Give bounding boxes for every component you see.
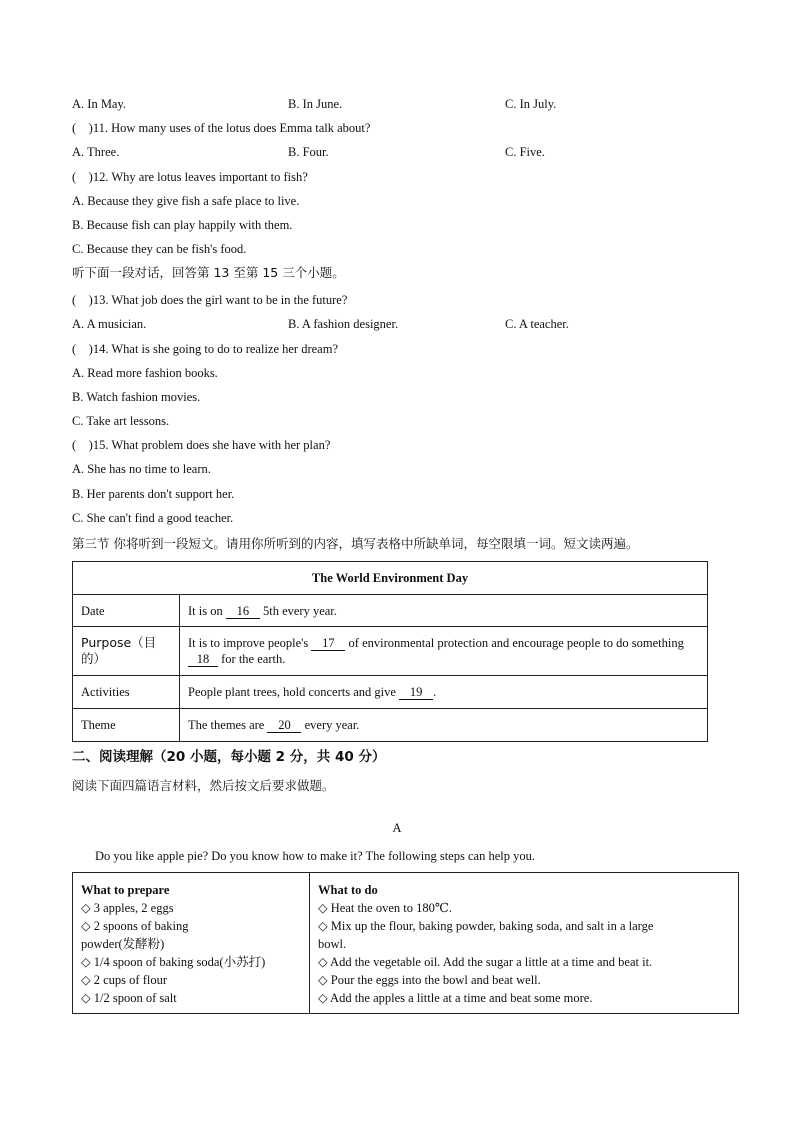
blank-20: 20 (267, 718, 301, 733)
list-item: ◇ 3 apples, 2 eggs (81, 901, 174, 915)
q10-options (72, 96, 732, 112)
list-item: powder(发酵粉) (81, 937, 165, 951)
list-item: ◇ 2 cups of flour (81, 973, 167, 987)
section3-instruction: 第三节 你将听到一段短文。请用你所听到的内容，填写表格中所缺单词，每空限填一词。短文读两遍。 (72, 536, 639, 551)
prepare-heading: What to prepare (81, 883, 170, 897)
q11-option-c: C. Five. (505, 145, 545, 159)
q11-option-b: B. Four. (288, 145, 329, 159)
q12-option-c: C. Because they can be fish's food. (72, 242, 247, 256)
environment-day-table (72, 561, 708, 742)
q15-stem: ( )15. What problem does she have with her plan? (72, 438, 331, 452)
q13-options (72, 316, 732, 332)
list-item: bowl. (318, 937, 347, 951)
blank-17: 17 (311, 636, 345, 651)
theme-label: Theme (73, 709, 180, 742)
q15-option-b: B. Her parents don't support her. (72, 487, 235, 501)
q15-option-a: A. She has no time to learn. (72, 462, 211, 476)
q15-option-c: C. She can't find a good teacher. (72, 511, 234, 525)
activities-label: Activities (73, 676, 180, 709)
q14-option-c: C. Take art lessons. (72, 414, 170, 428)
passage-a-intro: Do you like apple pie? Do you know how to make it? The following steps can help you. (95, 849, 535, 863)
table-row (73, 676, 708, 709)
q11-stem: ( )11. How many uses of the lotus does Emma talk about? (72, 121, 371, 135)
blank-19: 19 (399, 685, 433, 700)
todo-column (310, 873, 739, 1014)
list-item: ◇ Heat the oven to 180℃. (318, 901, 452, 915)
activities-value: People plant trees, hold concerts and give 19 . (180, 676, 708, 709)
q12-stem: ( )12. Why are lotus leaves important to fish? (72, 170, 308, 184)
q11-options (72, 144, 732, 160)
q10-option-a: A. In May. (72, 97, 127, 111)
blank-16: 16 (226, 604, 260, 619)
part2-heading: 二、阅读理解（20 小题，每小题 2 分，共 40 分） (72, 749, 386, 765)
theme-value: The themes are 20 every year. (180, 709, 708, 742)
q14-stem: ( )14. What is she going to do to realize her dream? (72, 342, 339, 356)
prepare-column (73, 873, 310, 1014)
table-row (73, 709, 708, 742)
q13-option-b: B. A fashion designer. (288, 317, 399, 331)
q11-option-a: A. Three. (72, 145, 120, 159)
passage-a-label: A (392, 821, 402, 835)
list-item: ◇ Mix up the flour, baking powder, baking soda, and salt in a large (318, 919, 654, 933)
list-item: ◇ 1/4 spoon of baking soda(小苏打) (81, 955, 266, 969)
table-row (73, 595, 708, 627)
q14-option-a: A. Read more fashion books. (72, 366, 218, 380)
q10-option-b: B. In June. (288, 97, 343, 111)
list-item: ◇ Add the vegetable oil. Add the sugar a little at a time and beat it. (318, 955, 653, 969)
date-label: Date (73, 595, 180, 627)
apple-pie-table (72, 872, 739, 1014)
purpose-label: Purpose（目的） (73, 627, 180, 676)
list-item: ◇ Pour the eggs into the bowl and beat well. (318, 973, 541, 987)
table-title: The World Environment Day (73, 562, 708, 595)
list-item: ◇ 1/2 spoon of salt (81, 991, 177, 1005)
q14-option-b: B. Watch fashion movies. (72, 390, 201, 404)
q13-stem: ( )13. What job does the girl want to be in the future? (72, 293, 348, 307)
purpose-value: It is to improve people's 17 of environmental protection and encourage people to do something 18 for the earth. (180, 627, 708, 676)
table-row (73, 627, 708, 676)
q12-option-b: B. Because fish can play happily with them. (72, 218, 293, 232)
q12-option-a: A. Because they give fish a safe place to live. (72, 194, 300, 208)
q13-option-a: A. A musician. (72, 317, 147, 331)
todo-heading: What to do (318, 883, 378, 897)
q13-option-c: C. A teacher. (505, 317, 569, 331)
section-instruction-13-15: 听下面一段对话，回答第 13 至第 15 三个小题。 (72, 265, 345, 280)
part2-instruction: 阅读下面四篇语言材料，然后按文后要求做题。 (72, 778, 335, 793)
date-value: It is on 16 5th every year. (180, 595, 708, 627)
list-item: ◇ 2 spoons of baking (81, 919, 189, 933)
q10-option-c: C. In July. (505, 97, 557, 111)
blank-18: 18 (188, 652, 218, 667)
list-item: ◇ Add the apples a little at a time and beat some more. (318, 991, 593, 1005)
